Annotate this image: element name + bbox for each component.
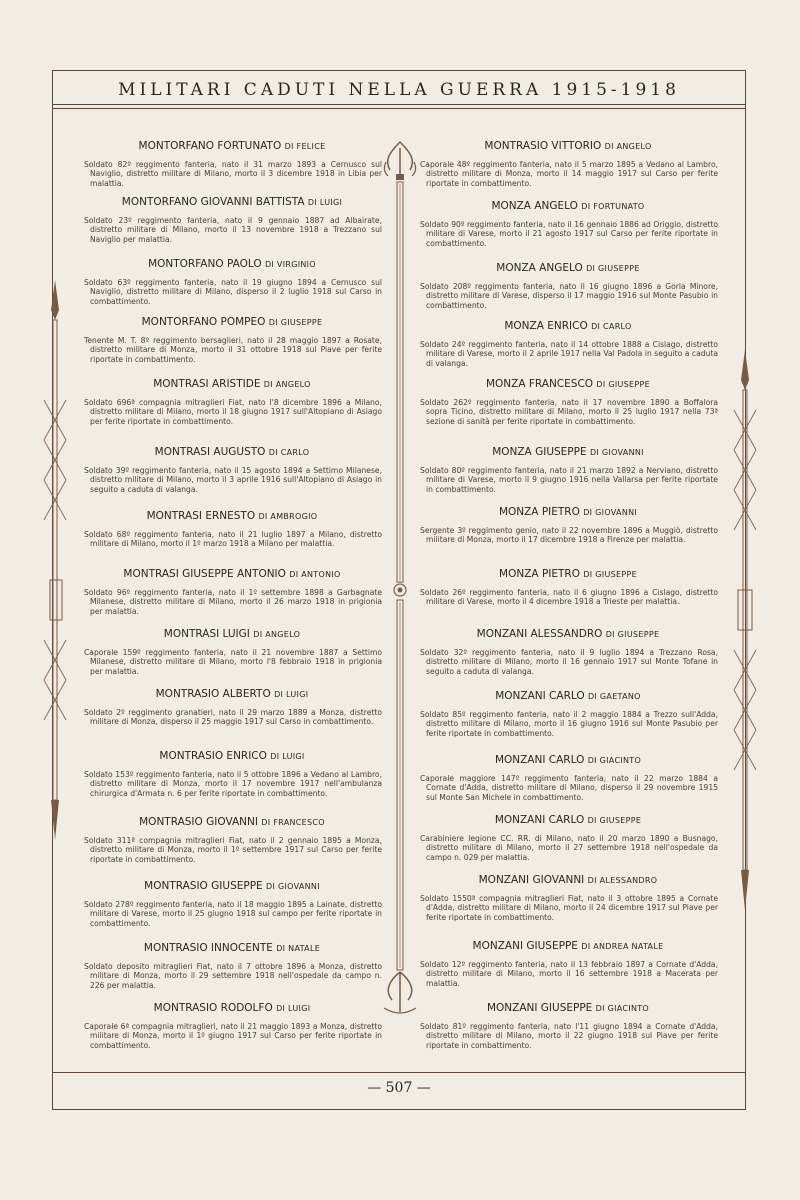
- entry-text: Soldato 12º reggimento fanteria, nato il 13 febbraio 1897 a Cornate d'Adda, distretto militare di Milano, morto il 16 settembre 1918 a Macerata per malattia.: [420, 960, 718, 988]
- entry-name: MONTRASI ERNESTO DI AMBROGIO: [146, 510, 318, 522]
- entry: [418, 446, 718, 494]
- entry-text: Soldato 23º reggimento fanteria, nato il 9 gennaio 1887 ad Albairate, distretto militare di Milano, morto il 13 novembre 1918 a Trezzano sul Naviglio per malattia.: [84, 216, 382, 244]
- entry-name: MONZANI ALESSANDRO DI GIUSEPPE: [476, 628, 660, 640]
- entry-text: Soldato 63º reggimento fanteria, nato il 19 giugno 1894 a Cernusco sul Naviglio, distretto militare di Milano, disperso il 2 luglio 1918 sul Carso in combattimento.: [84, 278, 382, 306]
- entry-text: Soldato 696ª compagnia mitraglieri Fiat, nato l'8 dicembre 1896 a Milano, distretto militare di Milano, morto il 18 giugno 1917 sull'Altopiano di Asiago per ferite riportate in combattimento.: [84, 398, 382, 426]
- entry-text: Soldato 68º reggimento fanteria, nato il 21 luglio 1897 a Milano, distretto militare di Milano, morto il 1º marzo 1918 a Milano per malattia.: [84, 530, 382, 549]
- entry: [418, 262, 718, 310]
- entry: [82, 446, 382, 494]
- entry-name: MONTRASIO ALBERTO DI LUIGI: [155, 688, 309, 700]
- entry-text: Soldato 81º reggimento fanteria, nato l'11 giugno 1894 a Cornate d'Adda, distretto militare di Milano, morto il 22 giugno 1918 sul Piave per ferite riportate in combattimento.: [420, 1022, 718, 1050]
- entry-text: Soldato 39º reggimento fanteria, nato il 15 agosto 1894 a Settimo Milanese, distretto militare di Milano, morto il 3 aprile 1916 sull'Altopiano di Asiago in seguito a caduta di valanga.: [84, 466, 382, 494]
- header-rule-double: [52, 108, 746, 109]
- entry-text: Soldato 208º reggimento fanteria, nato il 16 giugno 1896 a Gorla Minore, distretto militare di Varese, disperso il 17 maggio 1916 sul Monte Pasubio in combattimento.: [420, 282, 718, 310]
- entry-name: MONZA PIETRO DI GIUSEPPE: [499, 568, 637, 580]
- entry: [82, 688, 382, 727]
- entry: [82, 140, 382, 188]
- entry-text: Tenente M. T. 8º reggimento bersaglieri, nato il 28 maggio 1897 a Rosate, distretto militare di Monza, morto il 31 ottobre 1918 sul Piave per ferite riportate in combattimento.: [84, 336, 382, 364]
- entry-text: Soldato 1550ª compagnia mitraglieri Fiat, nato il 3 ottobre 1895 a Cornate d'Adda, distretto militare di Milano, morto il 24 dicembre 1917 sul Piave per ferite riportate in combattimento.: [420, 894, 718, 922]
- entry-text: Soldato 82º reggimento fanteria, nato il 31 marzo 1893 a Cernusco sul Naviglio, distretto militare di Milano, morto il 3 dicembre 1918 in Libia per malattia.: [84, 160, 382, 188]
- entry: [418, 690, 718, 738]
- entry-name: MONTORFANO FORTUNATO DI FELICE: [138, 140, 326, 152]
- entry-text: Soldato 2º reggimento granatieri, nato il 29 marzo 1889 a Monza, distretto militare di Monza, disperso il 25 maggio 1917 sul Carso in combattimento.: [84, 708, 382, 727]
- entry-name: MONZANI CARLO DI GIUSEPPE: [494, 814, 642, 826]
- entry: [82, 258, 382, 306]
- entry-name: MONZANI GIUSEPPE DI ANDREA NATALE: [472, 940, 664, 952]
- entry-text: Caporale 48º reggimento fanteria, nato il 5 marzo 1895 a Vedano al Lambro, distretto militare di Monza, morto il 14 maggio 1917 sul Carso per ferite riportate in combattimento.: [420, 160, 718, 188]
- entry-text: Soldato 311ª compagnia mitraglieri Fiat, nato il 2 gennaio 1895 a Monza, distretto militare di Monza, morto il 1º settembre 1917 sul Carso per ferite riportate in combattimento.: [84, 836, 382, 864]
- entry-name: MONTRASIO VITTORIO DI ANGELO: [484, 140, 652, 152]
- entry-name: MONZANI CARLO DI GAETANO: [495, 690, 641, 702]
- entry-name: MONZA ENRICO DI CARLO: [504, 320, 632, 332]
- entry-name: MONTRASIO RODOLFO DI LUIGI: [153, 1002, 311, 1014]
- entry: [418, 874, 718, 922]
- entry: [418, 140, 718, 188]
- entry-name: MONZA FRANCESCO DI GIUSEPPE: [485, 378, 651, 390]
- page-title: MILITARI CADUTI NELLA GUERRA 1915-1918: [118, 80, 680, 100]
- entry-name: MONZANI CARLO DI GIACINTO: [494, 754, 642, 766]
- entry-text: Sergente 3º reggimento genio, nato il 22 novembre 1896 a Muggiò, distretto militare di Monza, morto il 17 dicembre 1918 a Firenze per malattia.: [420, 526, 718, 545]
- entry-text: Soldato 26º reggimento fanteria, nato il 6 giugno 1896 a Cislago, distretto militare di Varese, morto il 4 dicembre 1918 a Trieste per malattia.: [420, 588, 718, 607]
- entry: [418, 628, 718, 676]
- entry-name: MONZA PIETRO DI GIOVANNI: [498, 506, 638, 518]
- right-lance-ornament: [732, 350, 758, 910]
- entry: [82, 628, 382, 676]
- entry-name: MONZA GIUSEPPE DI GIOVANNI: [492, 446, 644, 458]
- entry-text: Caporale 6ª compagnia mitraglieri, nato il 21 maggio 1893 a Monza, distretto militare di Monza, morto il 1º giugno 1917 sul Carso per ferite riportate in combattimento.: [84, 1022, 382, 1050]
- entry-name: MONZANI GIUSEPPE DI GIACINTO: [486, 1002, 650, 1014]
- footer-rule: [52, 1072, 746, 1073]
- entry: [418, 378, 718, 426]
- entry-name: MONTORFANO POMPEO DI GIUSEPPE: [141, 316, 323, 328]
- page-number: — 507 —: [367, 1080, 431, 1096]
- entry: [82, 378, 382, 426]
- entry-text: Soldato 80º reggimento fanteria, nato il 21 marzo 1892 a Nerviano, distretto militare di Varese, morto il 9 giugno 1916 nella Vallarsa per ferite riportate in combattimento.: [420, 466, 718, 494]
- entry-name: MONZA ANGELO DI GIUSEPPE: [496, 262, 640, 274]
- entry: [82, 942, 382, 990]
- entry-text: Soldato 153º reggimento fanteria, nato il 5 ottobre 1896 a Vedano al Lambro, distretto militare di Monza, morto il 17 novembre 1917 nell'ambulanza chirurgica d'Armata n. 6 per ferite riportate in combattimento.: [84, 770, 382, 798]
- entry: [82, 816, 382, 864]
- entry: [82, 196, 382, 244]
- entry-text: Carabiniere legione CC. RR. di Milano, nato il 20 marzo 1890 a Busnago, distretto militare di Milano, morto il 27 settembre 1918 nell'ospedale da campo n. 029 per malattia.: [420, 834, 718, 862]
- entry: [82, 510, 382, 549]
- entry: [418, 200, 718, 248]
- entry-name: MONTRASIO GIUSEPPE DI GIOVANNI: [144, 880, 320, 892]
- entry: [418, 814, 718, 862]
- entry-name: MONTRASI AUGUSTO DI CARLO: [154, 446, 310, 458]
- entry-text: Caporale 159º reggimento fanteria, nato il 21 novembre 1887 a Settimo Milanese, distretto militare di Milano, morto l'8 febbraio 1918 in prigionia per malattia.: [84, 648, 382, 676]
- left-lance-ornament: [42, 280, 68, 840]
- entry-text: Soldato 278º reggimento fanteria, nato il 18 maggio 1895 a Lainate, distretto militare di Varese, morto il 25 giugno 1918 sul campo per ferite riportate in combattimento.: [84, 900, 382, 928]
- entry-text: Soldato 32º reggimento fanteria, nato il 9 luglio 1894 a Trezzano Rosa, distretto militare di Milano, morto il 16 gennaio 1917 sul Monte Tofane in seguito a caduta di valanga.: [420, 648, 718, 676]
- entry-name: MONZA ANGELO DI FORTUNATO: [491, 200, 645, 212]
- entry-text: Soldato deposito mitraglieri Fiat, nato il 7 ottobre 1896 a Monza, distretto militare di Monza, morto il 29 settembre 1918 nell'ospedale da campo n. 226 per malattia.: [84, 962, 382, 990]
- entry: [82, 568, 382, 616]
- entry-text: Soldato 90º reggimento fanteria, nato il 16 gennaio 1886 ad Origgio, distretto militare di Varese, morto il 21 agosto 1917 sul Carso per ferite riportate in combattimento.: [420, 220, 718, 248]
- entry-text: Soldato 96º reggimento fanteria, nato il 1º settembre 1898 a Garbagnate Milanese, distretto militare di Milano, morto il 26 marzo 1918 in prigionia per malattia.: [84, 588, 382, 616]
- entry-name: MONTORFANO PAOLO DI VIRGINIO: [148, 258, 316, 270]
- entry-name: MONTRASI GIUSEPPE ANTONIO DI ANTONIO: [123, 568, 341, 580]
- entry: [418, 1002, 718, 1050]
- header-rule: [52, 104, 746, 105]
- entry-name: MONTORFANO GIOVANNI BATTISTA DI LUIGI: [121, 196, 343, 208]
- entry: [418, 568, 718, 607]
- entry-text: Soldato 262º reggimento fanteria, nato il 17 novembre 1890 a Boffalora sopra Ticino, distretto militare di Milano, morto il 25 luglio 1917 nella 73ª sezione di sanità per ferite riportate in combattimento.: [420, 398, 718, 426]
- entry-text: Caporale maggiore 147º reggimento fanteria, nato il 22 marzo 1884 a Cornate d'Adda, distretto militare di Milano, disperso il 29 novembre 1915 sul Monte San Michele in combattimento.: [420, 774, 718, 802]
- entry: [82, 316, 382, 364]
- entry: [418, 320, 718, 368]
- entry-name: MONTRASIO ENRICO DI LUIGI: [159, 750, 305, 762]
- entry-name: MONTRASI ARISTIDE DI ANGELO: [153, 378, 311, 390]
- entry: [418, 506, 718, 545]
- entry-text: Soldato 85º reggimento fanteria, nato il 2 maggio 1884 a Trezzo sull'Adda, distretto militare di Milano, morto il 16 giugno 1916 sul Monte Pasubio per ferite riportate in combattimento.: [420, 710, 718, 738]
- entry-text: Soldato 24º reggimento fanteria, nato il 14 ottobre 1888 a Cislago, distretto militare di Varese, morto il 2 aprile 1917 nella Val Padola in seguito a caduta di valanga.: [420, 340, 718, 368]
- entry-name: MONZANI GIOVANNI DI ALESSANDRO: [478, 874, 658, 886]
- central-column-ornament: [380, 140, 420, 1020]
- entry: [418, 940, 718, 988]
- entry-name: MONTRASIO INNOCENTE DI NATALE: [143, 942, 321, 954]
- entry-name: MONTRASIO GIOVANNI DI FRANCESCO: [139, 816, 325, 828]
- entry: [82, 750, 382, 798]
- entry: [82, 880, 382, 928]
- entry-name: MONTRASI LUIGI DI ANGELO: [163, 628, 301, 640]
- entry: [82, 1002, 382, 1050]
- entry: [418, 754, 718, 802]
